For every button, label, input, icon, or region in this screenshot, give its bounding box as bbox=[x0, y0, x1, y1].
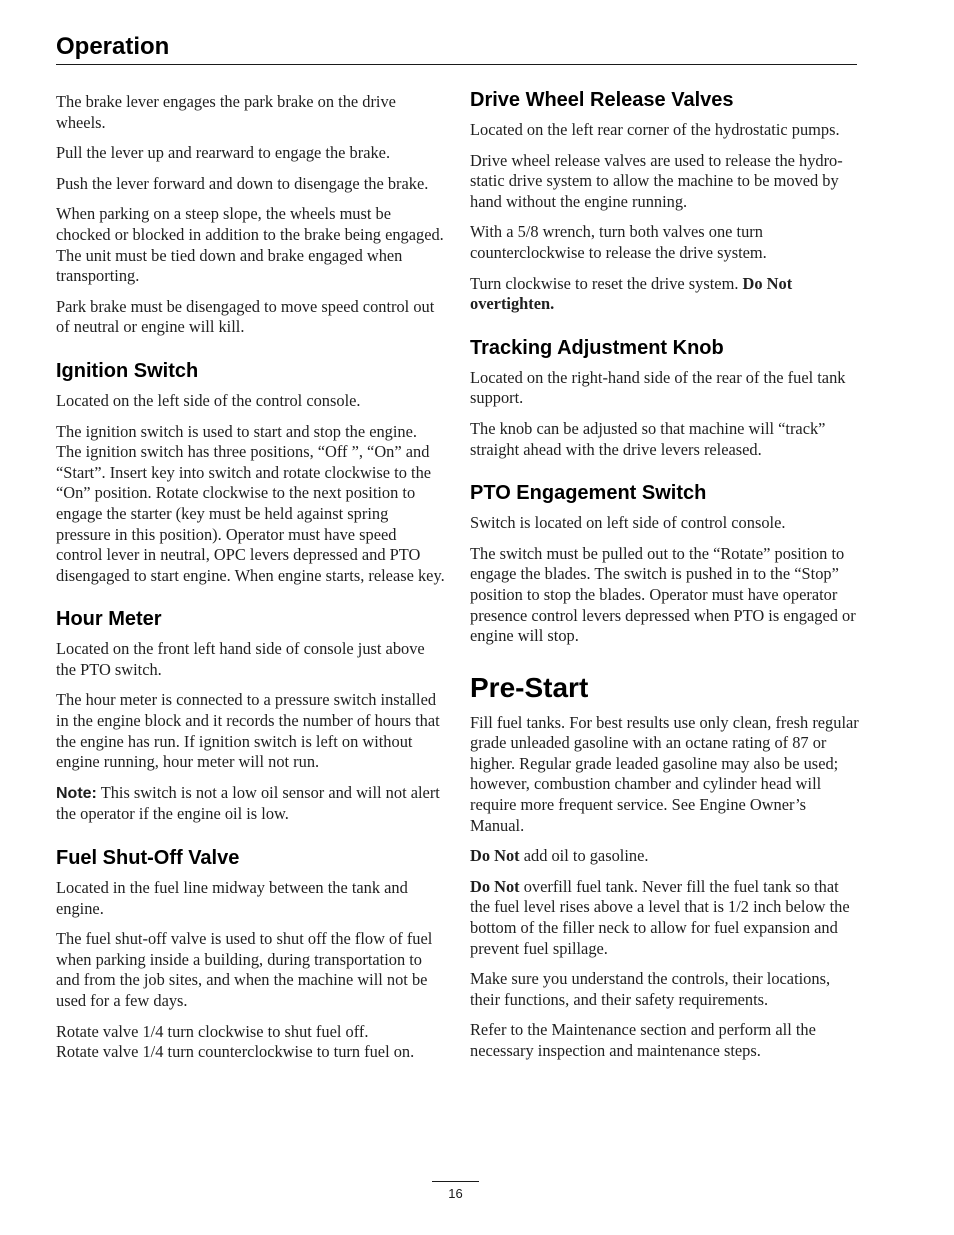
fuel-valve-paragraph-1: Located in the fuel line midway between the tank and engine. bbox=[56, 878, 408, 918]
do-not-label: Do Not bbox=[470, 846, 520, 866]
prestart-paragraph-1: Fill fuel tanks. For best results use only clean, fresh regular grade unleaded gasoline with an octane rating of 87 or higher. Regular grade leaded gasoline may also be used; however, combustion chamber and cylinder head will require more frequent service. See Engine Owner’s Manual. bbox=[470, 712, 859, 835]
tracking-paragraph-1: Located on the right-hand side of the rear of the fuel tank support. bbox=[470, 367, 846, 408]
ignition-paragraph-1: Located on the left side of the control console. bbox=[56, 390, 361, 410]
prestart-paragraph-2 bbox=[470, 846, 860, 867]
fuel-valve-line-b: Rotate valve 1/4 turn counterclockwise to turn fuel on. bbox=[56, 1042, 415, 1062]
prestart-paragraph-4: Make sure you understand the controls, their locations, their functions, and their safety requirements. bbox=[470, 969, 831, 1009]
page-header bbox=[56, 32, 857, 65]
fuel-valve-paragraph-3 bbox=[56, 1022, 446, 1063]
fuel-valve-paragraph-2: The fuel shut-off valve is used to shut off the flow of fuel when parking inside a building, during transportation to and from the job sites, and when the machine will not be used for a few days. bbox=[56, 929, 433, 1010]
prestart-text-3: overfill fuel tank. Never fill the fuel tank so that the fuel level rises above a level that is 1/2 inch below the bottom of the filler neck to allow for fuel expansion and prevent fuel spillage. bbox=[470, 876, 850, 958]
left-column bbox=[56, 92, 446, 1073]
release-valves-paragraph-4 bbox=[470, 274, 860, 315]
hour-meter-note bbox=[56, 783, 446, 825]
brake-paragraph-4: When parking on a steep slope, the wheels must be chocked or blocked in addition to the brake being engaged. The unit must be tied down and brake engaged when transporting. bbox=[56, 204, 444, 286]
do-not-overtighten: Do Not overtighten. bbox=[470, 273, 793, 314]
ignition-paragraph-2: The ignition switch is used to start and stop the engine. The ignition switch has three positions, “Off ”, “On” and “Start”. Insert key into switch and rotate clockwise to the “On” position. Rotate clockwise to the next position to engage the starter (key must be held against spring pressure in this position). Operator must have speed control lever in neutral, OPC levers depressed and PTO disengaged to start engine. When engine starts, release key. bbox=[56, 421, 445, 585]
release-valves-text: Turn clockwise to reset the drive system. bbox=[470, 273, 743, 293]
release-valves-paragraph-2: Drive wheel release valves are used to release the hydro-static drive system to allow the machine to be moved by hand without the engine running. bbox=[470, 150, 843, 211]
ignition-switch-heading: Ignition Switch bbox=[56, 359, 199, 382]
right-column bbox=[470, 88, 860, 1072]
prestart-text-2: add oil to gasoline. bbox=[519, 846, 649, 866]
note-label: Note: bbox=[56, 784, 97, 802]
prestart-paragraph-3 bbox=[470, 877, 860, 959]
hour-meter-heading: Hour Meter bbox=[56, 608, 162, 631]
release-valves-heading: Drive Wheel Release Valves bbox=[470, 89, 734, 111]
page-number: 16 bbox=[432, 1181, 479, 1201]
fuel-valve-line-a: Rotate valve 1/4 turn clockwise to shut fuel off. bbox=[56, 1021, 369, 1041]
pre-start-heading: Pre-Start bbox=[470, 671, 589, 703]
tracking-paragraph-2: The knob can be adjusted so that machine will “track” straight ahead with the drive levers released. bbox=[470, 418, 826, 459]
brake-paragraph-1: The brake lever engages the park brake on the drive wheels. bbox=[56, 92, 396, 132]
brake-paragraph-5: Park brake must be disengaged to move speed control out of neutral or engine will kill. bbox=[56, 296, 435, 337]
pto-switch-heading: PTO Engagement Switch bbox=[470, 482, 707, 505]
release-valves-paragraph-3: With a 5/8 wrench, turn both valves one turn counterclockwise to release the drive system. bbox=[470, 222, 767, 262]
fuel-valve-heading: Fuel Shut-Off Valve bbox=[56, 847, 240, 870]
tracking-knob-heading: Tracking Adjustment Knob bbox=[470, 336, 724, 359]
do-not-label: Do Not bbox=[470, 876, 520, 896]
pto-paragraph-1: Switch is located on left side of control console. bbox=[470, 513, 786, 533]
hour-meter-paragraph-1: Located on the front left hand side of console just above the PTO switch. bbox=[56, 639, 425, 679]
brake-paragraph-3: Push the lever forward and down to disengage the brake. bbox=[56, 173, 429, 193]
prestart-paragraph-5: Refer to the Maintenance section and perform all the necessary inspection and maintenance steps. bbox=[470, 1020, 816, 1060]
release-valves-paragraph-1: Located on the left rear corner of the hydrostatic pumps. bbox=[470, 120, 840, 139]
hour-meter-paragraph-2: The hour meter is connected to a pressure switch installed in the engine block and it records the number of hours that the engine has run. If ignition switch is left on without engine running, hour meter will not run. bbox=[56, 690, 440, 772]
section-title: Operation bbox=[56, 33, 170, 60]
brake-paragraph-2: Pull the lever up and rearward to engage the brake. bbox=[56, 143, 391, 163]
pto-paragraph-2: The switch must be pulled out to the “Rotate” position to engage the blades. The switch is pushed in to the “Stop” position to stop the blades. Operator must have operator presence control levers depressed when PTO is engaged or engine will stop. bbox=[470, 543, 856, 646]
note-text: This switch is not a low oil sensor and will not alert the operator if the engine oil is low. bbox=[56, 782, 440, 824]
